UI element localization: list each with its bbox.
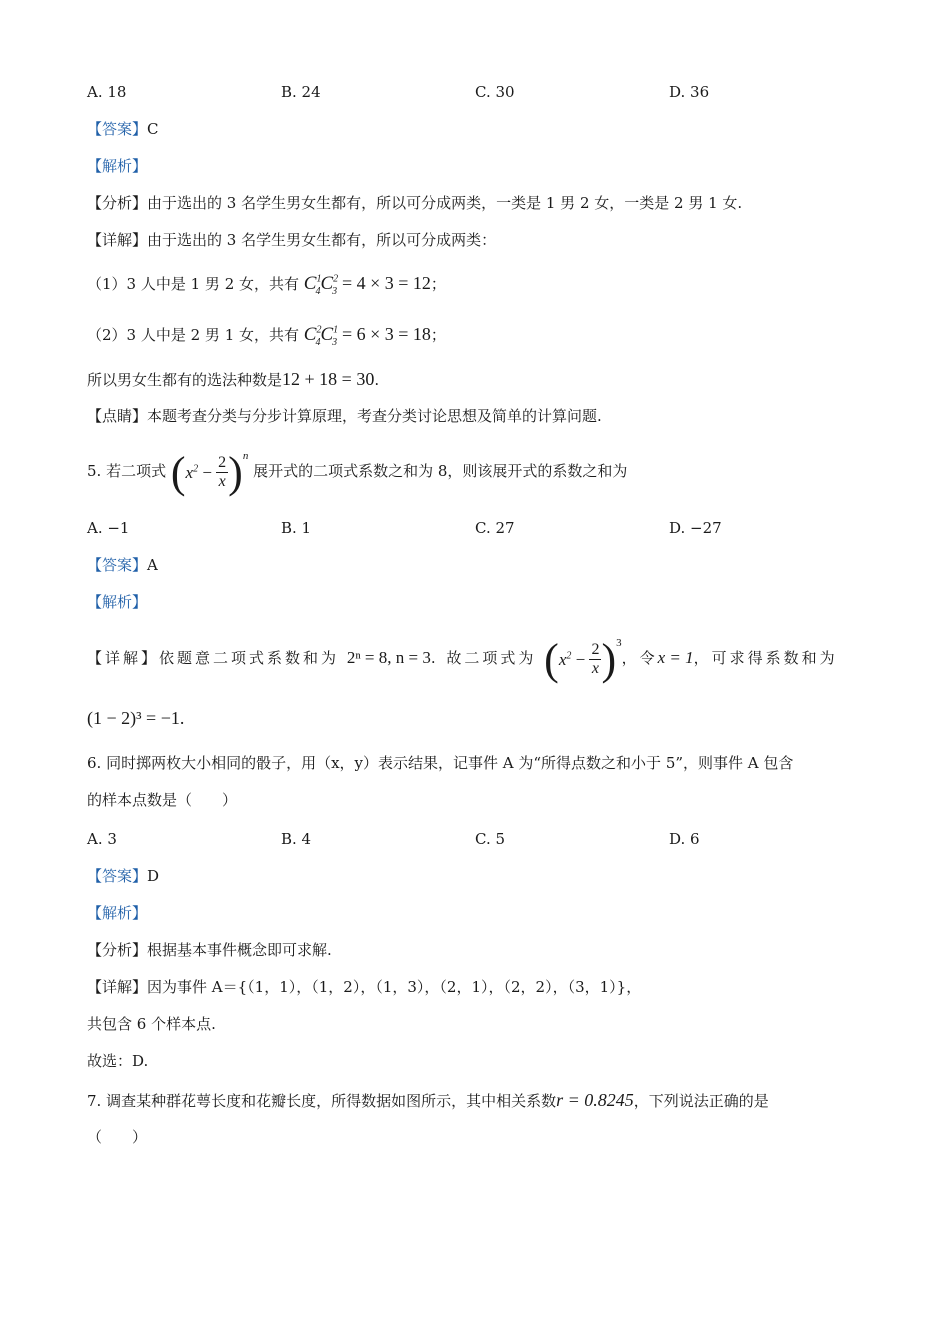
q4-answer: C <box>147 120 159 138</box>
q6-fenxi-text: 根据基本事件概念即可求解. <box>147 941 332 959</box>
q5-detail-text2: . 故二项式为 <box>430 649 537 667</box>
q4-fenxi-text: 由于选出的 3 名学生男女生都有，所以可分成两类，一类是 1 男 2 女，一类是 2 男 1 女. <box>147 194 743 212</box>
fenxi-tag: 【分析】 <box>87 941 148 959</box>
q7-line2: （ ） <box>87 1128 148 1146</box>
q6-option-c: C. 5 <box>475 830 506 848</box>
detail-tag: 【详解】 <box>87 649 160 667</box>
q5-answer: A <box>147 556 158 574</box>
semicolon: ； <box>430 326 446 344</box>
q5-detail-text3: ，令 <box>621 649 658 667</box>
detail-tag: 【详解】 <box>87 231 148 249</box>
q4-detail-line <box>87 230 496 250</box>
q4-answer-line <box>87 119 159 139</box>
q4-total-expr: 12 + 18 = 30 <box>282 369 375 389</box>
analysis-tag: 【解析】 <box>87 157 148 175</box>
q6-conclusion: 故选：D. <box>87 1052 149 1070</box>
q5-option-a: A. −1 <box>87 519 130 537</box>
q6-answer-line <box>87 866 159 886</box>
q4-case2-text: （2）3 人中是 2 男 1 女，共有 <box>87 326 300 344</box>
analysis-tag: 【解析】 <box>87 904 148 922</box>
q5-detail-expr1: 2ⁿ = 8, n = 3 <box>346 648 431 667</box>
comment-tag: 【点睛】 <box>87 407 148 425</box>
q6-fenxi-line <box>87 940 332 960</box>
q5-stem <box>87 446 627 496</box>
q5-result-line <box>87 708 184 729</box>
q7-stem-line2 <box>87 1127 147 1147</box>
q4-option-a: A. 18 <box>87 83 127 101</box>
q4-option-d: D. 36 <box>669 83 710 101</box>
binomial-expression-n3: ($x^2$ − $\frac{2}{x}$ )$^3$ <box>544 634 622 684</box>
q6-line1: 6. 同时掷两枚大小相同的骰子，用（x，y）表示结果，记事件 A 为“所得点数之和小于 5”，则事件 A 包含 <box>87 754 794 772</box>
q6-option-d: D. 6 <box>669 830 700 848</box>
q4-case2-line <box>87 324 446 348</box>
q4-comment-line <box>87 406 602 426</box>
q4-case1-text: （1）3 人中是 1 男 2 女，共有 <box>87 275 300 293</box>
q6-line2: 的样本点数是（ ） <box>87 791 238 809</box>
combination-c42-c31: $C^2_4C^1_3$ <box>303 324 339 348</box>
q6-total-text: 共包含 6 个样本点. <box>87 1015 216 1033</box>
q4-option-c: C. 30 <box>475 83 515 101</box>
answer-tag: 【答案】 <box>87 867 148 885</box>
q4-fenxi-line <box>87 193 742 213</box>
q4-comment-text: 本题考查分类与分步计算原理，考查分类讨论思想及简单的计算问题. <box>147 407 602 425</box>
combination-c41-c32: $C^1_4C^2_3$ <box>303 273 339 297</box>
q5-option-b: B. 1 <box>281 519 312 537</box>
detail-tag: 【详解】 <box>87 978 148 996</box>
q6-conclusion-line <box>87 1051 148 1071</box>
q5-detail-text1: 依题意二项式系数和为 <box>159 649 340 667</box>
q6-analysis-line <box>87 903 147 923</box>
fenxi-tag: 【分析】 <box>87 194 148 212</box>
q5-detail-line <box>87 633 838 683</box>
q5-detail-expr2: x = 1 <box>657 648 694 667</box>
q7-stem-line1 <box>87 1090 769 1111</box>
q5-suffix: 展开式的二项式系数之和为 8，则该展开式的系数之和为 <box>253 462 628 480</box>
q5-result-expr: (1 − 2)³ = −1. <box>87 708 185 728</box>
q4-option-b: B. 24 <box>281 83 321 101</box>
answer-tag: 【答案】 <box>87 556 148 574</box>
q7-line1-prefix: 7. 调查某种群花萼长度和花瓣长度，所得数据如图所示，其中相关系数 <box>87 1092 557 1110</box>
q5-analysis-line <box>87 592 147 612</box>
q6-answer: D <box>147 867 160 885</box>
q5-answer-line <box>87 555 158 575</box>
q7-line1-suffix: ，下列说法正确的是 <box>633 1092 769 1110</box>
q6-stem-line2 <box>87 790 237 810</box>
q4-total-text: 所以男女生都有的选法种数是 <box>87 371 283 389</box>
q4-case2-result: = 6 × 3 = 18 <box>341 324 431 344</box>
answer-tag: 【答案】 <box>87 120 148 138</box>
q6-detail-text: 因为事件 A＝{（1，1），（1，2），（1，3），（2，1），（2，2），（3，1）}， <box>147 978 642 996</box>
q5-detail-text4: ，可求得系数和为 <box>693 649 838 667</box>
q4-analysis-line <box>87 156 147 176</box>
q6-option-a: A. 3 <box>87 830 117 848</box>
q7-line1-expr: r = 0.8245 <box>556 1090 634 1110</box>
period: . <box>374 371 380 389</box>
q4-case1-line <box>87 273 446 297</box>
q5-prefix: 5. 若二项式 <box>87 462 167 480</box>
q4-detail-text: 由于选出的 3 名学生男女生都有，所以可分成两类： <box>147 231 497 249</box>
analysis-tag: 【解析】 <box>87 593 148 611</box>
q6-option-b: B. 4 <box>281 830 312 848</box>
semicolon: ； <box>430 275 446 293</box>
q4-total-line <box>87 369 379 390</box>
q4-case1-result: = 4 × 3 = 12 <box>341 273 431 293</box>
q5-option-d: D. −27 <box>669 519 722 537</box>
q6-stem-line1 <box>87 753 793 773</box>
q6-total-line <box>87 1014 216 1034</box>
binomial-expression: ($x^2$ − $\frac{2}{x}$ )$^n$ <box>170 447 249 497</box>
q6-detail-line <box>87 977 641 997</box>
q5-option-c: C. 27 <box>475 519 515 537</box>
